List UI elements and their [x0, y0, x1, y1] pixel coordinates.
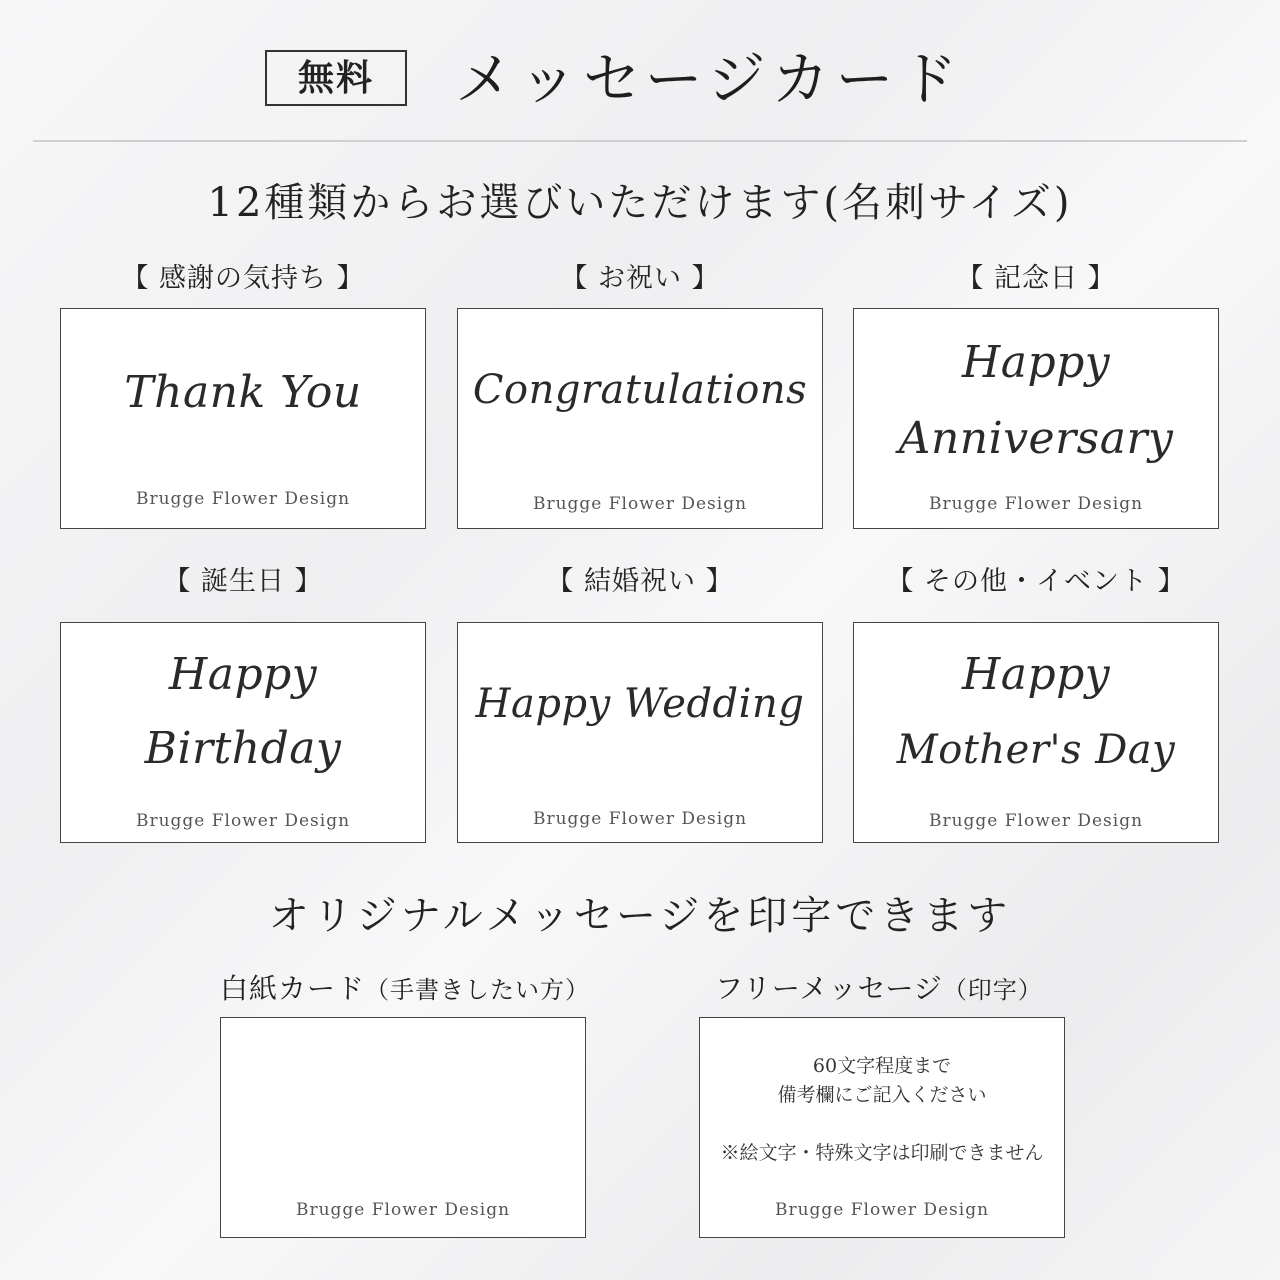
- card-script-line: Happy: [961, 337, 1111, 388]
- card-thank-you[interactable]: [60, 308, 426, 529]
- card-happy-anniversary[interactable]: [853, 308, 1219, 529]
- card-script-line: Thank You: [124, 367, 362, 418]
- free-message-label: [715, 970, 1043, 1009]
- card-script-line: Mother's Day: [896, 727, 1176, 773]
- card-blank[interactable]: [220, 1017, 586, 1238]
- card-brand: Brugge Flower Design: [532, 809, 748, 829]
- card-free-message[interactable]: [699, 1017, 1065, 1238]
- category-label-thanks: 【 感謝の気持ち 】: [121, 263, 365, 294]
- card-brand: Brugge Flower Design: [135, 489, 351, 509]
- card-brand: Brugge Flower Design: [532, 494, 748, 514]
- free-message-paren: （印字）: [942, 976, 1043, 1004]
- category-label-other-events: 【 その他・イベント 】: [886, 566, 1186, 597]
- category-label-birthday: 【 誕生日 】: [163, 566, 323, 597]
- card-script-line: Happy: [961, 649, 1111, 700]
- card-congratulations[interactable]: [457, 308, 823, 529]
- divider: [33, 140, 1247, 142]
- card-script-line: Birthday: [144, 723, 342, 774]
- card-script-line: Happy Wedding: [475, 681, 805, 727]
- section-title-original-message: オリジナルメッセージを印字できます: [268, 893, 1012, 939]
- blank-card-label: [220, 970, 590, 1009]
- free-message-note-emoji: ※絵文字・特殊文字は印刷できません: [720, 1142, 1044, 1164]
- blank-card-title: 白紙カード: [220, 972, 366, 1005]
- card-brand: Brugge Flower Design: [928, 494, 1144, 514]
- card-script-line: Happy: [168, 649, 318, 700]
- card-brand: Brugge Flower Design: [928, 811, 1144, 831]
- page-title: メッセージカード: [455, 45, 964, 113]
- free-message-title: フリーメッセージ: [715, 972, 943, 1005]
- category-label-anniversary: 【 記念日 】: [956, 263, 1116, 294]
- card-script-line: Congratulations: [472, 367, 808, 413]
- card-happy-mothers-day[interactable]: [853, 622, 1219, 843]
- free-message-note-limit: 60文字程度まで: [812, 1055, 952, 1077]
- card-script-line: Anniversary: [898, 413, 1174, 464]
- category-label-celebration: 【 お祝い 】: [560, 263, 720, 294]
- blank-card-paren: （手書きしたい方）: [365, 976, 591, 1004]
- category-label-wedding: 【 結婚祝い 】: [546, 566, 734, 597]
- card-brand: Brugge Flower Design: [774, 1200, 990, 1220]
- free-message-note-remarks: 備考欄にご記入ください: [777, 1084, 987, 1106]
- card-brand: Brugge Flower Design: [295, 1200, 511, 1220]
- free-badge: 無料: [265, 50, 407, 106]
- card-happy-wedding[interactable]: [457, 622, 823, 843]
- card-happy-birthday[interactable]: [60, 622, 426, 843]
- subtitle: 12種類からお選びいただけます(名刺サイズ): [207, 180, 1073, 226]
- card-brand: Brugge Flower Design: [135, 811, 351, 831]
